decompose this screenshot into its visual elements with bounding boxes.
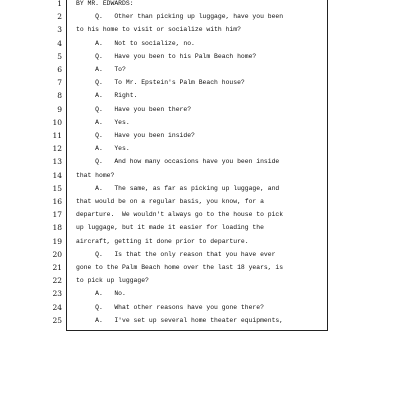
line-number: 17 [52, 210, 62, 220]
line-text: A. I've set up several home theater equipments, [76, 316, 284, 324]
line-text: Q. Have you been to his Palm Beach home? [76, 52, 257, 60]
line-text: Q. Is that the only reason that you have ever [76, 250, 276, 258]
transcript-line [0, 76, 400, 89]
transcript-line [0, 50, 400, 63]
line-number: 11 [52, 131, 62, 140]
transcript-line [0, 314, 400, 327]
transcript-line [0, 103, 400, 116]
line-text: A. To? [76, 66, 126, 73]
line-number: 7 [57, 78, 62, 88]
transcript-line [0, 89, 400, 102]
line-number: 22 [52, 276, 62, 286]
line-text: to pick up luggage? [76, 277, 149, 285]
line-number: 6 [57, 65, 62, 74]
line-text: that home? [76, 171, 115, 179]
line-text: aircraft, getting it done prior to departure. [76, 237, 249, 245]
line-text: A. Not to socialize, no. [76, 39, 195, 47]
line-number: 13 [52, 157, 62, 167]
line-text: A. Yes. [76, 145, 130, 153]
transcript-line [0, 169, 400, 182]
line-number: 5 [57, 51, 62, 61]
transcript-line [0, 287, 400, 300]
line-number: 3 [57, 25, 62, 35]
line-number: 4 [57, 38, 62, 48]
transcript-line [0, 235, 400, 248]
line-number: 24 [52, 302, 62, 312]
transcript-line [0, 142, 400, 155]
line-number: 9 [57, 104, 62, 114]
line-number: 2 [57, 12, 62, 22]
transcript-line [0, 274, 400, 287]
line-number: 10 [52, 117, 62, 127]
transcript-line [0, 116, 400, 129]
line-number: 16 [52, 197, 62, 206]
line-number: 18 [52, 223, 62, 233]
line-text: BY MR. EDWARDS: [76, 0, 134, 7]
line-text: A. Right. [76, 92, 138, 100]
line-number: 15 [52, 183, 62, 193]
line-text: A. Yes. [76, 118, 130, 126]
line-number: 23 [52, 289, 62, 299]
transcript-line [0, 208, 400, 221]
line-number: 14 [52, 170, 62, 180]
transcript-line [0, 155, 400, 168]
line-number: 20 [52, 249, 62, 259]
transcript-line [0, 248, 400, 261]
line-text: up luggage, but it made it easier for loading the [76, 224, 264, 232]
transcript-line [0, 129, 400, 142]
transcript-line [0, 221, 400, 234]
transcript-line [0, 182, 400, 195]
line-text: A. The same, as far as picking up luggage, and [76, 184, 280, 192]
line-text: Q. Have you been inside? [76, 132, 195, 139]
transcript-line [0, 63, 400, 76]
line-number: 8 [57, 91, 62, 101]
line-text: gone to the Palm Beach home over the last 18 years, is [76, 264, 284, 271]
transcript-line [0, 0, 400, 10]
line-text: Q. Other than picking up luggage, have you been [76, 13, 284, 21]
line-number: 12 [52, 144, 62, 154]
line-number: 1 [57, 0, 62, 8]
line-text: Q. Have you been there? [76, 105, 192, 113]
line-text: Q. And how many occasions have you been inside [76, 158, 280, 166]
transcript-line [0, 23, 400, 36]
transcript-line [0, 10, 400, 23]
line-number: 25 [52, 315, 62, 325]
line-text: departure. We wouldn't always go to the house to pick [76, 211, 284, 219]
transcript-line [0, 301, 400, 314]
transcript-line [0, 261, 400, 274]
line-text: Q. To Mr. Epstein's Palm Beach house? [76, 79, 245, 87]
line-text: A. No. [76, 290, 126, 298]
line-text: to his home to visit or socialize with him? [76, 26, 241, 34]
line-number: 19 [52, 236, 62, 246]
line-number: 21 [52, 263, 62, 272]
transcript-line [0, 37, 400, 50]
line-text: Q. What other reasons have you gone there? [76, 303, 264, 311]
line-text: that would be on a regular basis, you know, for a [76, 198, 264, 205]
transcript-line [0, 195, 400, 208]
